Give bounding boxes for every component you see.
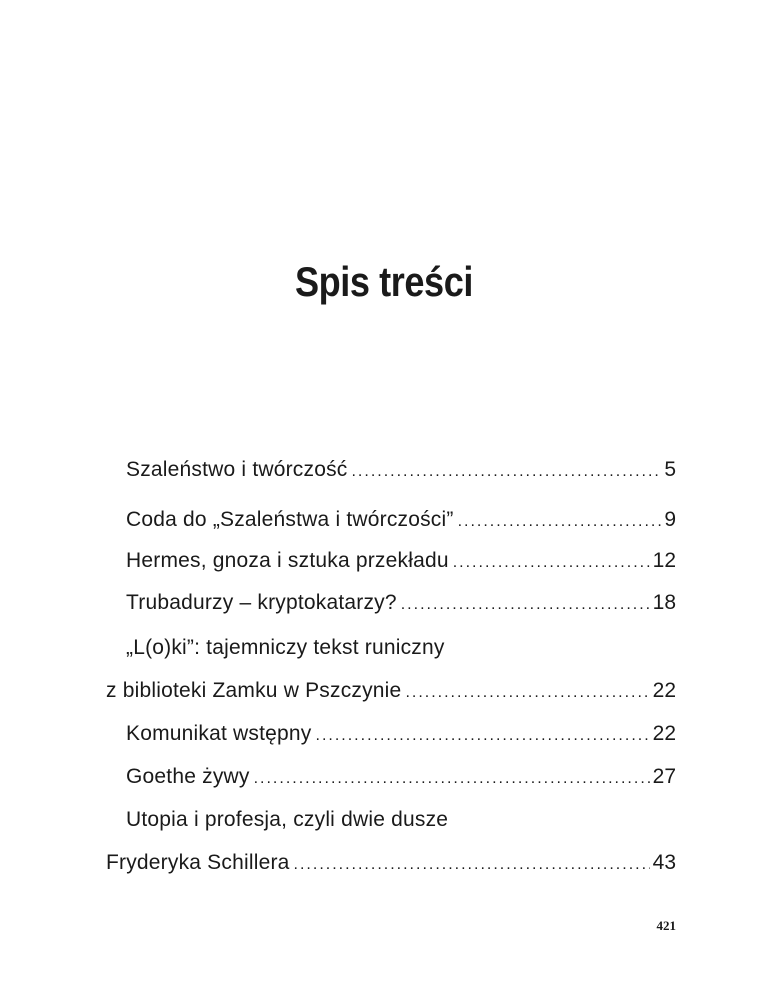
toc-leader-dots <box>453 549 650 577</box>
toc-entry-title: z biblioteki Zamku w Pszczynie <box>106 679 402 702</box>
toc-entry <box>126 720 676 748</box>
toc-leader-dots <box>458 508 662 536</box>
toc-entry-title: Utopia i profesja, czyli dwie dusze <box>126 808 449 831</box>
toc-entry-title: Komunikat wstępny <box>126 722 312 745</box>
toc-entry-page: 43 <box>652 851 676 874</box>
toc-leader-dots <box>316 722 650 750</box>
toc-entry <box>106 849 676 877</box>
toc-leader-dots <box>401 591 650 619</box>
toc-entry <box>126 589 676 617</box>
toc-entry-title: Coda do „Szaleństwa i twórczości” <box>126 508 454 531</box>
toc-entry <box>126 763 676 791</box>
toc-entry-title: Szaleństwo i twórczość <box>126 458 348 481</box>
toc-entry-page: 18 <box>652 591 676 614</box>
toc-entry <box>106 677 676 705</box>
toc-entry <box>126 547 676 575</box>
page-title: Spis treści <box>295 258 473 305</box>
toc-leader-dots <box>294 851 650 879</box>
toc-entry <box>126 506 676 534</box>
toc-entry-first-line <box>126 634 676 662</box>
toc-entry-page: 22 <box>652 722 676 745</box>
toc-entry-title: Fryderyka Schillera <box>106 851 290 874</box>
toc-entry-page: 9 <box>664 508 676 531</box>
toc-entry-title: Goethe żywy <box>126 765 250 788</box>
toc-leader-dots <box>405 679 649 707</box>
toc-entry-page: 27 <box>652 765 676 788</box>
toc-entry-page: 12 <box>652 549 676 572</box>
toc-leader-dots <box>351 458 661 486</box>
toc-entry-title: Hermes, gnoza i sztuka przekładu <box>126 549 449 572</box>
toc-entry-first-line <box>126 806 676 834</box>
toc-leader-dots <box>254 765 650 793</box>
toc-entry <box>126 456 676 484</box>
toc-entry-page: 22 <box>652 679 676 702</box>
page-number: 421 <box>656 918 676 933</box>
toc-entry-title: Trubadurzy – kryptokatarzy? <box>126 591 397 614</box>
toc-entry-page: 5 <box>664 458 676 481</box>
toc-entry-title: „L(o)ki”: tajemniczy tekst runiczny <box>126 636 445 659</box>
